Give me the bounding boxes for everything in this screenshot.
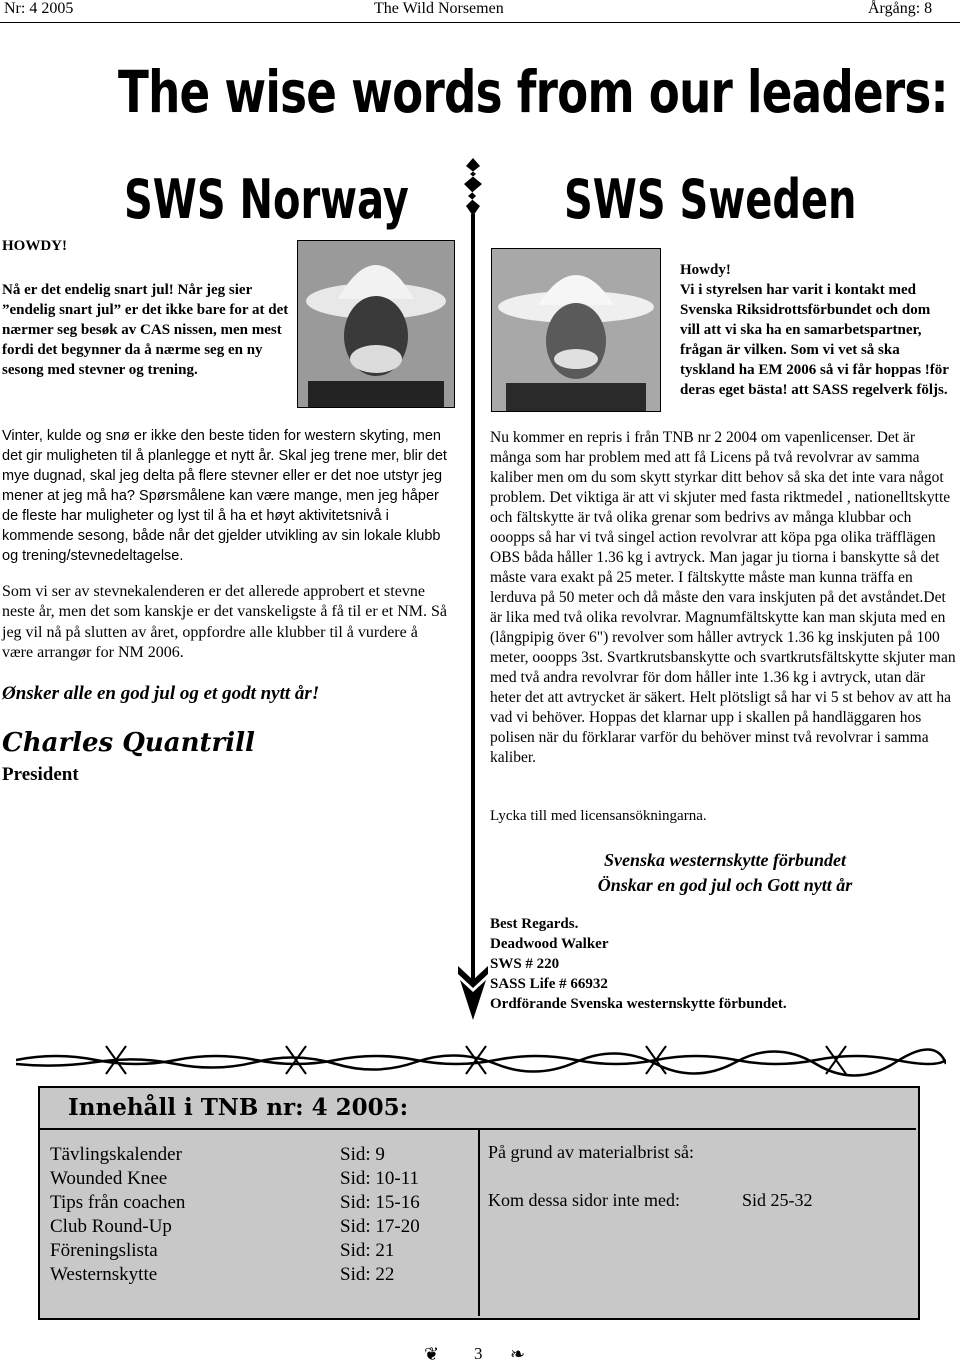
contents-page: Sid: 17-20: [340, 1216, 420, 1237]
sweden-body: Nu kommer en repris i från TNB nr 2 2004 om vapenlicenser. Det är många som har problem med att få Licens på två revolvrar av samma kaliber men om du som skytt styrkar ditt behov så ska det inte vara något problem. Det viktiga är att vi skjuter med fasta riktmedel , nationelltskytte och fältskytte är två olika grenar som bedrivs av många klubbar och ooopps så har vi två singel action revolvrar att köpa pga olika träfflägen OBS båda håller 1.36 kg i avtryck. Man jagar ju tiorna i banskytte så det måste vara exakt på 25 meter. I fältskytte måste man kunna träffa en lerduva på 50 meter och då måste den vara inskjuten på det avståndet.Det är lika med två olika revolvrar. Magnumfältskytte kan man skjuta med en (långpipig över 6") revolver som håller avtryck 1.36 kg inskjuten på 100 meter, ooopps 3st. Svartkrutsbanskytte och svartkrutsfältskytte skjuter man med två andra revolvrar för dom håller inte 1.36 kg i avtryck, utan där heter det att avtrycket är säkert. Helt plötsligt så har vi 5 st behov av att ha vad vi behöver. Hoppas det klarnar upp i skallen på handläggaren hos polisen när du förklarar varför du behöver minst två revolvrar i samma kaliber.: [490, 429, 956, 766]
contents-page: Sid: 15-16: [340, 1192, 420, 1213]
contents-page: Sid: 9: [340, 1144, 385, 1165]
sweden-greeting: Howdy!: [680, 262, 731, 278]
contents-row: [50, 1240, 470, 1264]
contents-page: Sid: 21: [340, 1240, 395, 1261]
notice-line-2: Kom dessa sidor inte med:: [488, 1190, 680, 1210]
header-issue: Nr: 4 2005: [4, 0, 74, 17]
norway-greeting: HOWDY!: [2, 238, 67, 254]
contents-row: [50, 1144, 470, 1168]
sweden-sig-line: Best Regards.: [490, 916, 579, 932]
contents-page: Sid: 10-11: [340, 1168, 419, 1189]
norway-wish: Ønsker alle en god jul og et godt nytt år!: [2, 683, 320, 704]
contents-item: Wounded Knee: [50, 1168, 168, 1189]
barbed-wire-divider: [16, 1034, 946, 1080]
header-publication: The Wild Norsemen: [374, 0, 504, 17]
contents-row: [50, 1264, 470, 1288]
norway-role: President: [2, 764, 79, 785]
contents-page: Sid: 22: [340, 1264, 395, 1285]
contents-title: Innehåll i TNB nr: 4 2005:: [68, 1094, 409, 1121]
contents-rule: [40, 1128, 916, 1130]
norway-intro: Nå er det endelig snart jul! Når jeg sier ”endelig snart jul” er det ikke bare for at det nærmer seg besøk av CAS nissen, men mest fordi det begynner da å nærme seg en ny sesong med stevner og trening.: [2, 282, 289, 378]
sweden-sig-line: Deadwood Walker: [490, 936, 609, 952]
page-title: The wise words from our leaders:: [118, 58, 948, 126]
norway-heading: SWS Norway: [124, 168, 409, 231]
norway-paragraph-2: Som vi ser av stevnekalenderen er det allerede approbert et stevne neste år, men det som kanskje er det vanskeligste å få til er et NM. Så jeg vil nå på slutten av året, oppfordre alle klubber til å vurdere å være arrangør for NM 2006.: [2, 583, 447, 662]
sweden-season-wish: [490, 848, 960, 898]
header-rule: [0, 22, 960, 23]
norway-paragraph-1: Vinter, kulde og snø er ikke den beste tiden for western skyting, men det gir muligheten til å planlegge et nytt år. Skal jeg trene mer, blir det mye dugnad, skal jeg delta på flere stevner eller er det noe utstyr jeg mener at jeg må ha? Spørsmålene kan være mange, men jeg håper de fleste har muligheter og lyst til å ha et høyt aktivitetsnivå i kommende sesong, både når det gjelder utvikling av sin lokale klubb og trening/stevnedeltagelse.: [2, 428, 447, 564]
contents-row: [50, 1168, 470, 1192]
sweden-sig-line: SASS Life # 66932: [490, 976, 608, 992]
notice-pages: Sid 25-32: [742, 1190, 813, 1210]
sweden-wish-line-1: Svenska westernskytte förbundet: [603, 850, 846, 870]
contents-item: Tävlingskalender: [50, 1144, 182, 1165]
sweden-wish-line-2: Önskar en god jul och Gott nytt år: [597, 875, 853, 895]
sweden-intro: Vi i styrelsen har varit i kontakt med Svenska Riksidrottsförbundet och dom vill att vi ska ha en samarbetspartner, frågan är vilken. Som vi vet så ska tyskland ha EM 2006 så vi får hoppas !för deras eget bästa! att SASS regelverk följs.: [680, 282, 949, 398]
footer-right-ornament: ❧: [510, 1344, 526, 1364]
sweden-sig-line: Ordförande Svenska westernskytte förbundet.: [490, 996, 787, 1012]
sweden-signature-block: [490, 914, 787, 1014]
contents-row: [50, 1192, 470, 1216]
footer-left-ornament: ❦: [424, 1344, 440, 1364]
charles-quantrill-photo: [297, 240, 455, 408]
norway-signature: Charles Quantrill: [2, 728, 255, 758]
contents-list: [40, 1144, 478, 1314]
sweden-closing: Lycka till med licensansökningarna.: [490, 808, 707, 824]
deadwood-walker-photo: [491, 248, 661, 412]
contents-row: [50, 1216, 470, 1240]
contents-item: Föreningslista: [50, 1240, 158, 1261]
notice-line-1: På grund av materialbrist så:: [488, 1142, 694, 1162]
contents-item: Westernskytte: [50, 1264, 158, 1285]
header-volume: Årgång: 8: [868, 0, 933, 17]
contents-item: Club Round-Up: [50, 1216, 172, 1237]
contents-item: Tips från coachen: [50, 1192, 186, 1213]
sweden-sig-line: SWS # 220: [490, 956, 560, 972]
page-number: 3: [474, 1344, 483, 1363]
sweden-heading: SWS Sweden: [564, 168, 857, 231]
